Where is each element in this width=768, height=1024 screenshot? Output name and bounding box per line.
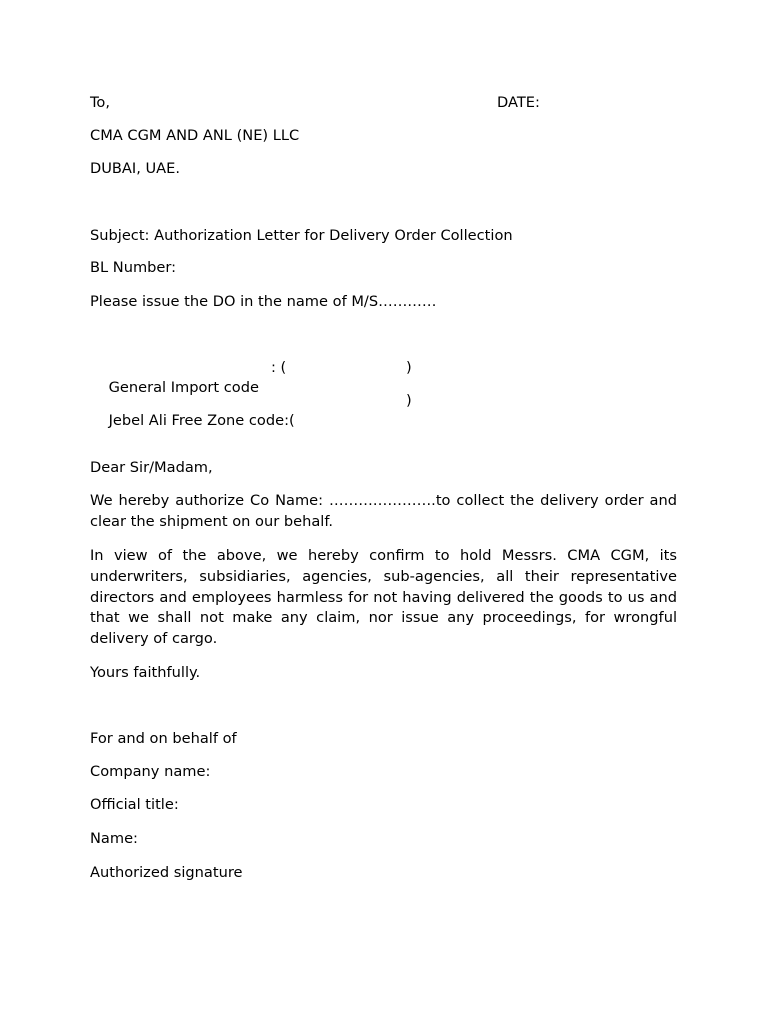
authorize-paragraph: We hereby authorize Co Name: ………………….to collect the delivery order and clear the shipment on our behalf.: [90, 492, 677, 530]
general-import-code-label: General Import code: [108, 379, 259, 396]
date-label: DATE:: [497, 94, 540, 111]
issue-do-line: Please issue the DO in the name of M/S…………: [90, 293, 437, 310]
closing-line: Yours faithfully.: [90, 664, 201, 681]
recipient-company: CMA CGM AND ANL (NE) LLC: [90, 127, 300, 144]
signature-line: Authorized signature: [90, 864, 243, 881]
bl-number-line: BL Number:: [90, 259, 177, 276]
general-import-code-row: [90, 358, 420, 396]
indemnity-paragraph: In view of the above, we hereby confirm to hold Messrs. CMA CGM, its underwriters, subsidiaries, agencies, sub-agencies, all their representative directors and employees harmless for not having delivered the goods to us and that we shall not make any claim, nor issue any proceedings, for wrongful delivery of cargo.: [90, 547, 677, 648]
on-behalf-line: For and on behalf of: [90, 730, 237, 747]
subject-line: Subject: Authorization Letter for Delivery Order Collection: [90, 227, 513, 244]
jafz-code-label: Jebel Ali Free Zone code:(: [108, 412, 295, 429]
to-line: To,: [90, 94, 111, 111]
recipient-location: DUBAI, UAE.: [90, 160, 181, 177]
official-title-line: Official title:: [90, 796, 179, 813]
jafz-code-close: ): [406, 392, 412, 409]
general-import-code-close: ): [406, 359, 412, 376]
company-name-line: Company name:: [90, 763, 211, 780]
general-import-code-separator: : (: [271, 359, 287, 376]
name-line: Name:: [90, 830, 138, 847]
jafz-code-row: [90, 391, 420, 429]
salutation: Dear Sir/Madam,: [90, 459, 213, 476]
